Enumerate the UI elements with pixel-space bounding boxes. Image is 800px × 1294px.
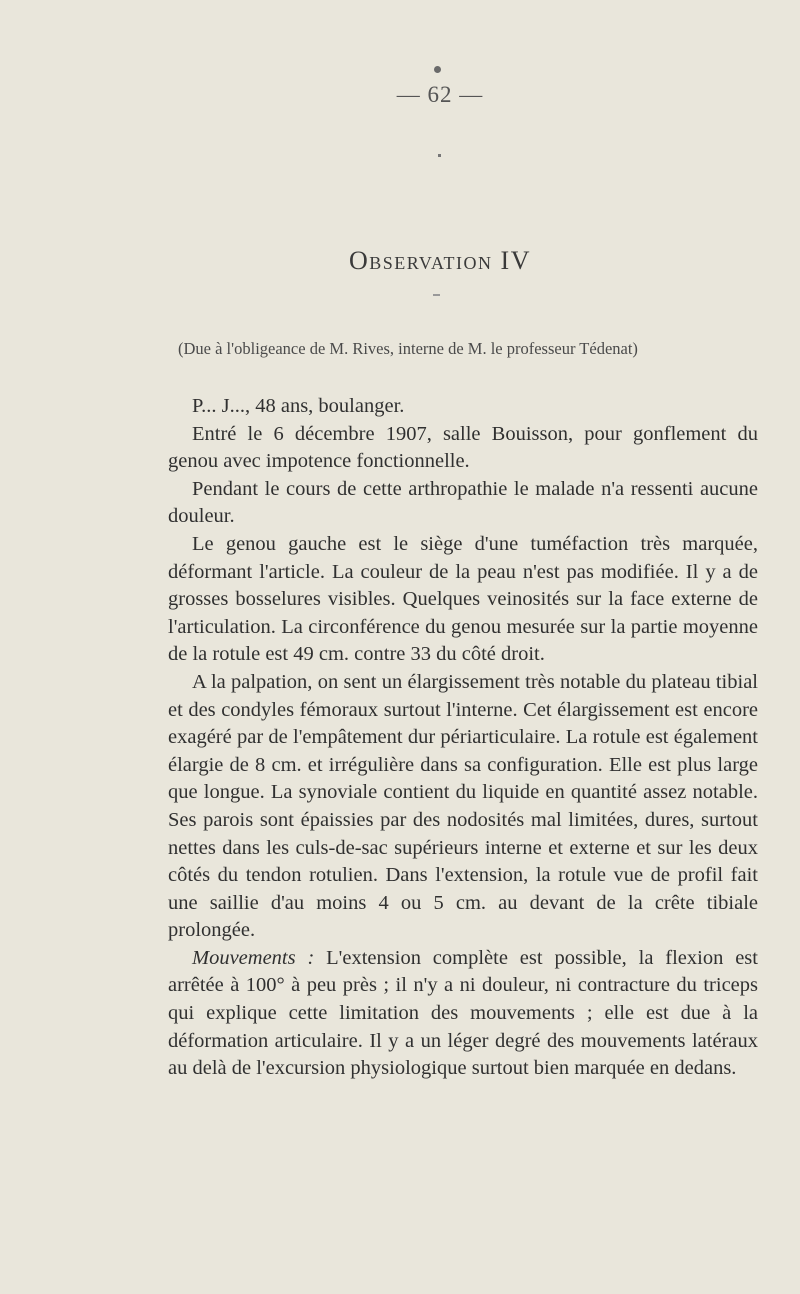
movements-label: Mouvements : [192,946,315,969]
observation-body [168,393,758,1083]
acknowledgment-note: (Due à l'obligeance de M. Rives, interne de M. le professeur Tédenat) [178,339,638,358]
movements-paragraph [168,945,758,1083]
paragraph: Le genou gauche est le siège d'une tuméfaction très marquée, déformant l'article. La couleur de la peau n'est pas modifiée. Il y a de grosses bosselures visibles. Quelques veinosités sur la face externe de l'articulation. La circonférence du genou mesurée sur la partie moyenne de la rotule est 49 cm. contre 33 du côté droit. [168,532,758,666]
paragraph: Entré le 6 décembre 1907, salle Bouisson, pour gonflement du genou avec impotence fonctionnelle. [168,422,758,473]
title-divider [433,294,440,296]
paragraph: A la palpation, on sent un élargissement très notable du plateau tibial et des condyles fémoraux surtout l'interne. Cet élargissement est encore exagéré par de l'empâtement dur périarticulaire. La rotule est également élargie de 8 cm. et irrégulière dans sa configuration. Elle est plus large que longue. La synoviale contient du liquide en quantité assez notable. Ses parois sont épaissies par des nodosités mal limitées, dures, surtout nettes dans les culs-de-sac supérieurs interne et externe et sur les deux côtés du tendon rotulien. Dans l'extension, la rotule vue de profil fait une saillie d'au moins 4 ou 5 cm. au devant de la crête tibiale prolongée. [168,670,758,942]
ink-speck [438,154,441,157]
observation-title: Observation IV [349,246,531,275]
movements-text: L'extension complète est possible, la flexion est arrêtée à 100° à peu près ; il n'y a ni douleur, ni contracture du triceps qui explique cette limitation des mouvements ; elle est due à la déformation articulaire. Il y a un léger degré des mouvements latéraux au delà de l'excursion physiologique surtout bien marquée en dedans. [168,946,758,1080]
paragraph: P... J..., 48 ans, boulanger. [192,395,405,417]
paragraph: Pendant le cours de cette arthropathie le malade n'a ressenti aucune douleur. [168,477,758,528]
ink-spot [434,66,441,73]
page-number: — 62 — [396,82,484,107]
